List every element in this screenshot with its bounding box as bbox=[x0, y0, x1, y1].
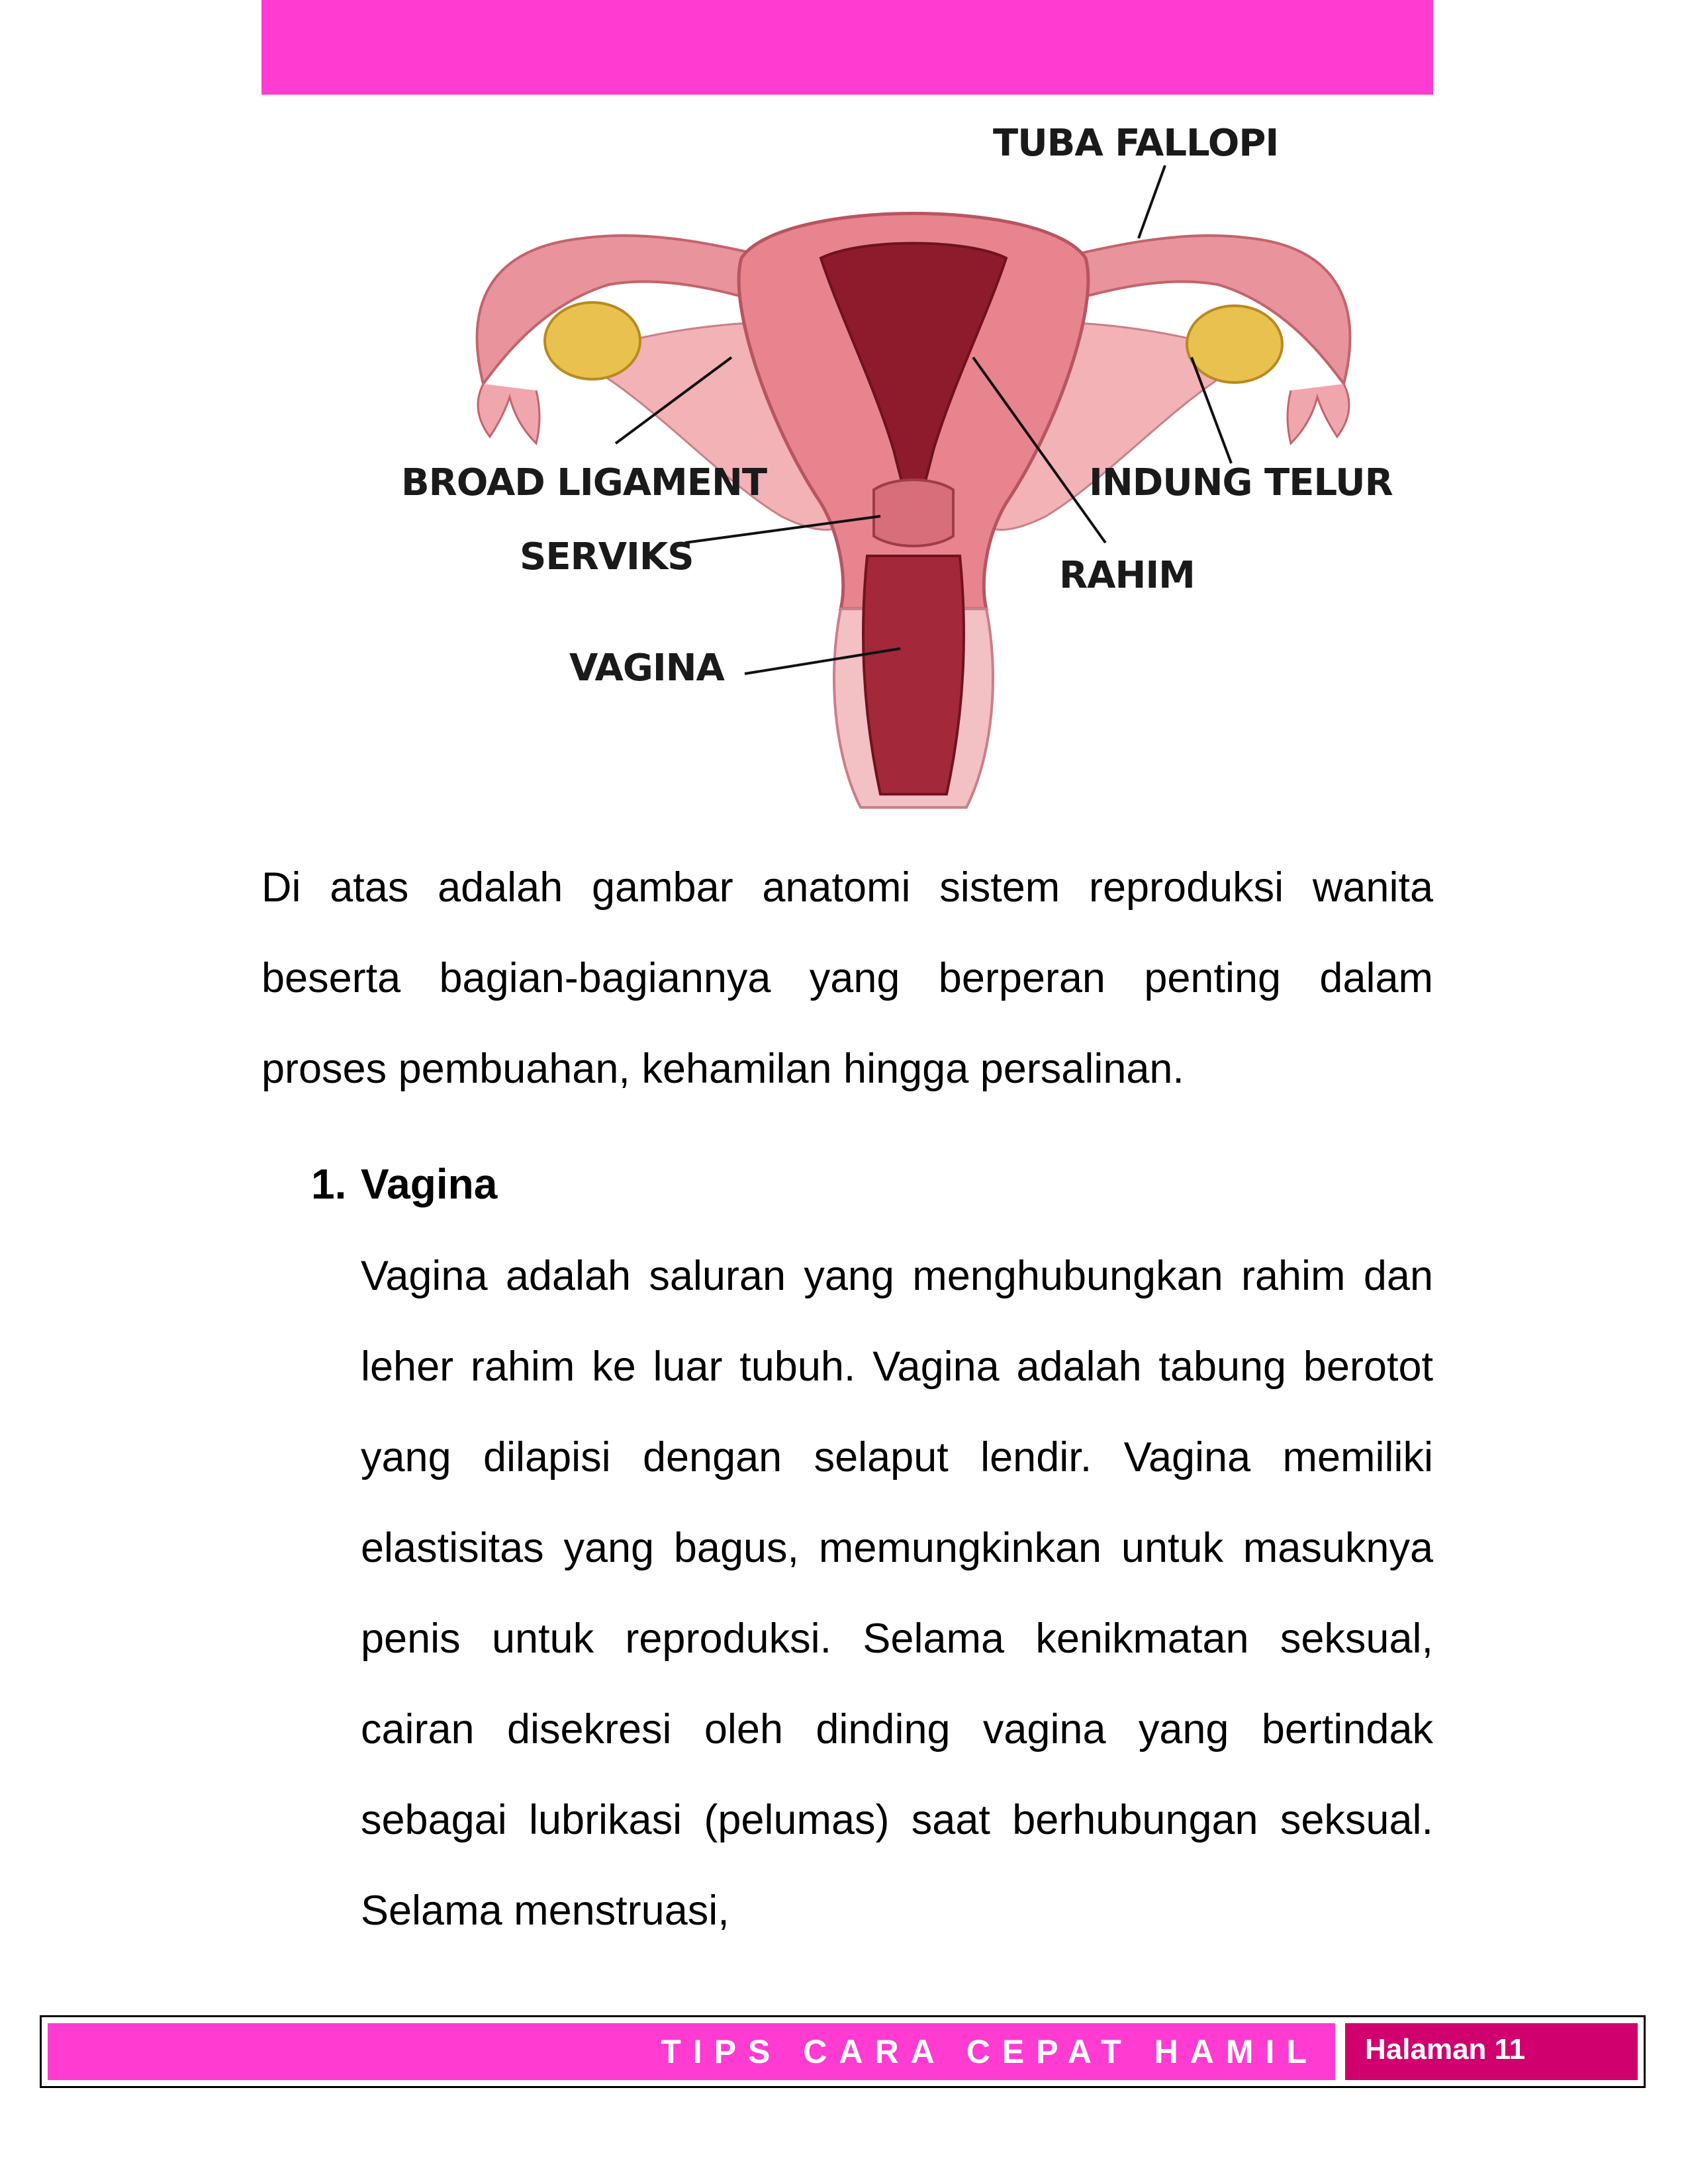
section-body: Vagina adalah saluran yang menghubungkan rahim dan leher rahim ke luar tubuh. Vagina adalah tabung berotot yang dilapisi dengan selaput lendir. Vagina memiliki elastisitas yang bagus, memungkinkan untuk masuknya penis untuk reproduksi. Selama kenikmatan seksual, cairan disekresi oleh dinding vagina yang bertindak sebagai lubrikasi (pelumas) saat berhubungan seksual. Selama menstruasi, bbox=[361, 1253, 1433, 1934]
header-bar bbox=[261, 0, 1433, 95]
section-number: 1. bbox=[311, 1160, 347, 1208]
label-rahim: RAHIM bbox=[1059, 554, 1195, 597]
label-vagina: VAGINA bbox=[569, 647, 724, 690]
page-number: Halaman 11 bbox=[1345, 2023, 1638, 2080]
label-indung-telur: INDUNG TELUR bbox=[1089, 461, 1393, 504]
footer-title: TIPS CARA CEPAT HAMIL bbox=[48, 2023, 1335, 2080]
intro-paragraph: Di atas adalah gambar anatomi sistem reproduksi wanita beserta bagian-bagiannya yang berperan penting dalam proses pembuahan, kehamilan hingga persalinan. bbox=[261, 864, 1433, 1092]
label-broad-ligament: BROAD LIGAMENT bbox=[401, 461, 767, 504]
label-serviks: SERVIKS bbox=[520, 535, 694, 578]
section-title: Vagina bbox=[361, 1160, 498, 1208]
anatomy-illustration bbox=[371, 106, 1430, 834]
footer-divider bbox=[1335, 2023, 1345, 2080]
label-tuba-fallopi: TUBA FALLOPI bbox=[993, 122, 1279, 165]
section-heading bbox=[311, 1139, 497, 1230]
